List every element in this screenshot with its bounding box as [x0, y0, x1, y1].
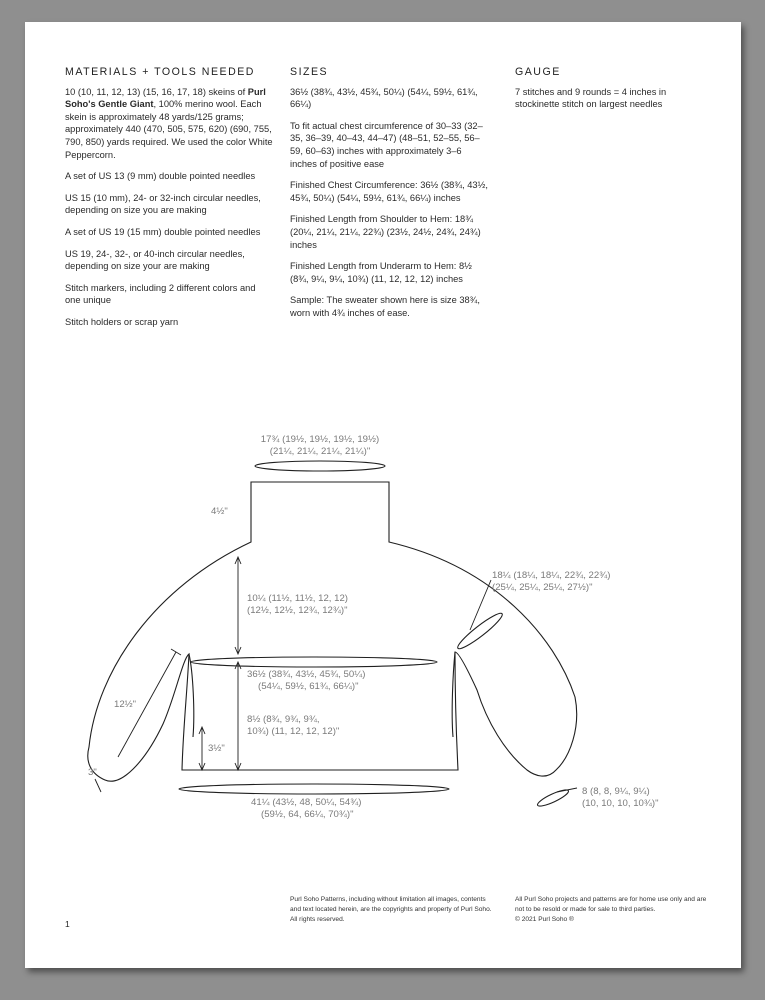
sizes-item: Finished Chest Circumference: 36½ (38¾, 43½, 45¾, 50¼) (54¼, 59½, 61¾, 66¼) inches	[290, 180, 488, 203]
sizes-heading: SIZES	[290, 66, 329, 78]
materials-item: A set of US 13 (9 mm) double pointed needles	[65, 171, 256, 182]
materials-item: Stitch markers, including 2 different colors and one unique	[65, 282, 256, 306]
body-length-label-1: 8½ (8¾, 9¾, 9¾,	[247, 714, 320, 725]
materials-heading: MATERIALS + TOOLS NEEDED	[65, 66, 255, 78]
yoke-label-1: 10¼ (11½, 11½, 12, 12)	[247, 593, 348, 604]
pattern-page	[25, 22, 741, 968]
sizes-item: Finished Length from Underarm to Hem: 8½ (8¾, 9¼, 9¼, 10¾) (11, 12, 12, 12) inches	[290, 261, 472, 284]
neck-ellipse	[255, 461, 385, 471]
sweater-schematic	[25, 22, 741, 882]
cuff-length-label: 3"	[88, 767, 97, 778]
sizes-item: To fit actual chest circumference of 30–33 (32–35, 36–39, 40–43, 44–47) (48–51, 52–55, 56–59, 60–63) inches with approximately 3–6 inches of positive ease	[290, 120, 483, 169]
sleeve-seam-left	[189, 654, 194, 737]
ribbing-label: 3½"	[208, 743, 225, 754]
hem-label-2: (59½, 64, 66¼, 70¾)"	[261, 809, 354, 820]
gauge-heading: GAUGE	[515, 66, 561, 78]
upper-arm-label-2: (25¼, 25¼, 25¼, 27½)"	[492, 582, 593, 593]
sleeve-length-label: 12½"	[114, 699, 137, 710]
materials-item: US 19, 24-, 32-, or 40-inch circular needles, depending on size your are making	[65, 248, 245, 272]
cuff-label-2: (10, 10, 10, 10¾)"	[582, 798, 659, 809]
cuff-leader	[557, 788, 577, 792]
gauge-text: 7 stitches and 9 rounds = 4 inches in stockinette stitch on largest needles	[515, 86, 667, 110]
cuff-label-1: 8 (8, 8, 9¼, 9¼)	[582, 786, 650, 797]
copyright-notice: Purl Soho Patterns, including without limitation all images, contents and text located herein, are the copyrights and property of Purl Soho. All rights reserved.	[290, 896, 492, 923]
neck-label-1: 17¾ (19½, 19½, 19½, 19½)	[260, 434, 380, 445]
usage-notice: All Purl Soho projects and patterns are for home use only and are not to be resold or made for sale to third parties. © 2021 Purl Soho ®	[515, 896, 707, 923]
yoke-label-2: (12½, 12½, 12¾, 12¾)"	[247, 605, 348, 616]
chest-ellipse	[191, 657, 437, 667]
neck-label-2: (21¼, 21¼, 21¼, 21¼)"	[269, 446, 371, 457]
yarn-link[interactable]: Purl Soho's Gentle Giant	[65, 86, 266, 110]
chest-label-2: (54¼, 59½, 61¾, 66¼)"	[258, 681, 359, 692]
sizes-item: Sample: The sweater shown here is size 38¾, worn with 4¾ inches of ease.	[290, 295, 480, 318]
materials-item: US 15 (10 mm), 24- or 32-inch circular needles, depending on size you are making	[65, 192, 261, 216]
hem-label-1: 41¼ (43½, 48, 50¼, 54¾)	[251, 797, 362, 808]
chest-label-1: 36½ (38¾, 43½, 45¾, 50¼)	[247, 669, 366, 680]
upper-arm-label-1: 18¼ (18¼, 18¼, 22¾, 22¾)	[492, 570, 611, 581]
hem-ellipse	[179, 784, 449, 794]
upper-arm-ellipse	[455, 610, 505, 652]
upper-arm-leader	[470, 580, 491, 630]
neck-height-label: 4½"	[211, 506, 228, 517]
sizes-item: 36½ (38¾, 43½, 45¾, 50¼) (54¼, 59½, 61¾, 66¼)	[290, 86, 478, 110]
body-length-label-2: 10¾) (11, 12, 12, 12)"	[247, 726, 340, 737]
materials-item: Stitch holders or scrap yarn	[65, 316, 179, 327]
sizes-item: Finished Length from Shoulder to Hem: 18¾ (20¼, 21¼, 21¼, 22¾) (23½, 24½, 24¾, 24¾) inches	[290, 214, 481, 250]
page-number: 1	[65, 919, 70, 929]
yarn-paragraph: 10 (10, 11, 12, 13) (15, 16, 17, 18) skeins of Purl Soho's Gentle Giant, 100% merino wool. Each skein is approximately 48 yards/125 grams; approximately 440 (470, 505, 575, 620) (690, 755, 790, 850) yards required. We used the color White Peppercorn.	[65, 86, 273, 160]
materials-item: A set of US 19 (15 mm) double pointed needles	[65, 226, 261, 237]
